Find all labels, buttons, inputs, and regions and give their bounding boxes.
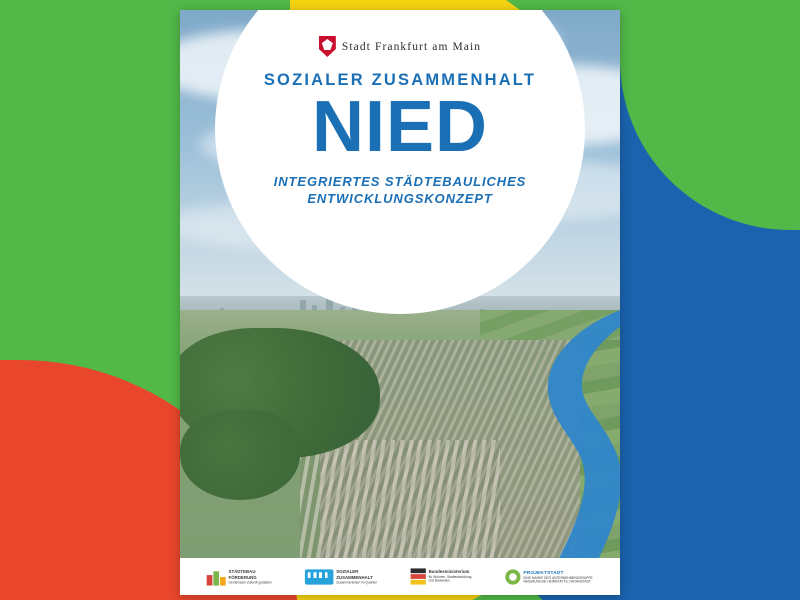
logo4-line1: EINE MARKE DER UNTERNEHMENSGRUPPE	[523, 575, 593, 580]
logo4-brand-second: STADT	[547, 569, 564, 576]
river-main	[430, 306, 620, 558]
logo-projektstadt	[505, 569, 592, 584]
aerial-photo-nied-frankfurt	[180, 10, 620, 558]
logo4-brand-first: PROJEKT	[523, 569, 548, 576]
logo1-line3: Gemeinsam Zukunft gestalten	[228, 579, 272, 584]
document-cover	[180, 10, 620, 595]
logo3-line3: und Bauwesen	[428, 579, 451, 584]
logo-staedtebaufoerderung	[207, 568, 272, 585]
logo1-line1: STÄDTEBAU	[228, 569, 256, 574]
cover-subtitle-line2: ENTWICKLUNGSKONZEPT	[307, 191, 493, 207]
logo2-line2: ZUSAMMENHALT	[336, 574, 373, 580]
frankfurt-eagle-crest-icon	[319, 36, 336, 57]
cover-subtitle	[239, 173, 561, 208]
cover-kicker: SOZIALER ZUSAMMENHALT	[263, 71, 537, 89]
logo2-line3: Zusammenleben im Quartier	[336, 579, 378, 584]
forest-park-foreground	[180, 410, 300, 500]
cover-subtitle-line1: INTEGRIERTES STÄDTEBAULICHES	[273, 173, 527, 189]
publisher-wordmark: Stadt Frankfurt am Main	[341, 40, 482, 53]
logo1-line2: FÖRDERUNG	[228, 574, 257, 580]
german-flag-icon	[411, 568, 426, 584]
people-band-icon	[305, 569, 334, 584]
logo4-line2: NASSAUISCHE HEIMSTÄTTE | WOHNSTADT	[523, 579, 591, 584]
logo3-line1: Bundesministerium	[428, 569, 470, 575]
footer-logo-bar	[180, 558, 620, 595]
page-title: NIED	[311, 87, 489, 167]
logo2-line1: SOZIALER	[336, 569, 359, 574]
green-circle-icon	[505, 569, 520, 584]
logo-bundesministerium	[411, 568, 472, 584]
publisher-logo	[239, 36, 561, 57]
logo3-line2: für Wohnen, Stadtentwicklung	[428, 575, 472, 579]
logo-sozialer-zusammenhalt	[305, 569, 377, 584]
three-houses-icon	[207, 568, 226, 585]
